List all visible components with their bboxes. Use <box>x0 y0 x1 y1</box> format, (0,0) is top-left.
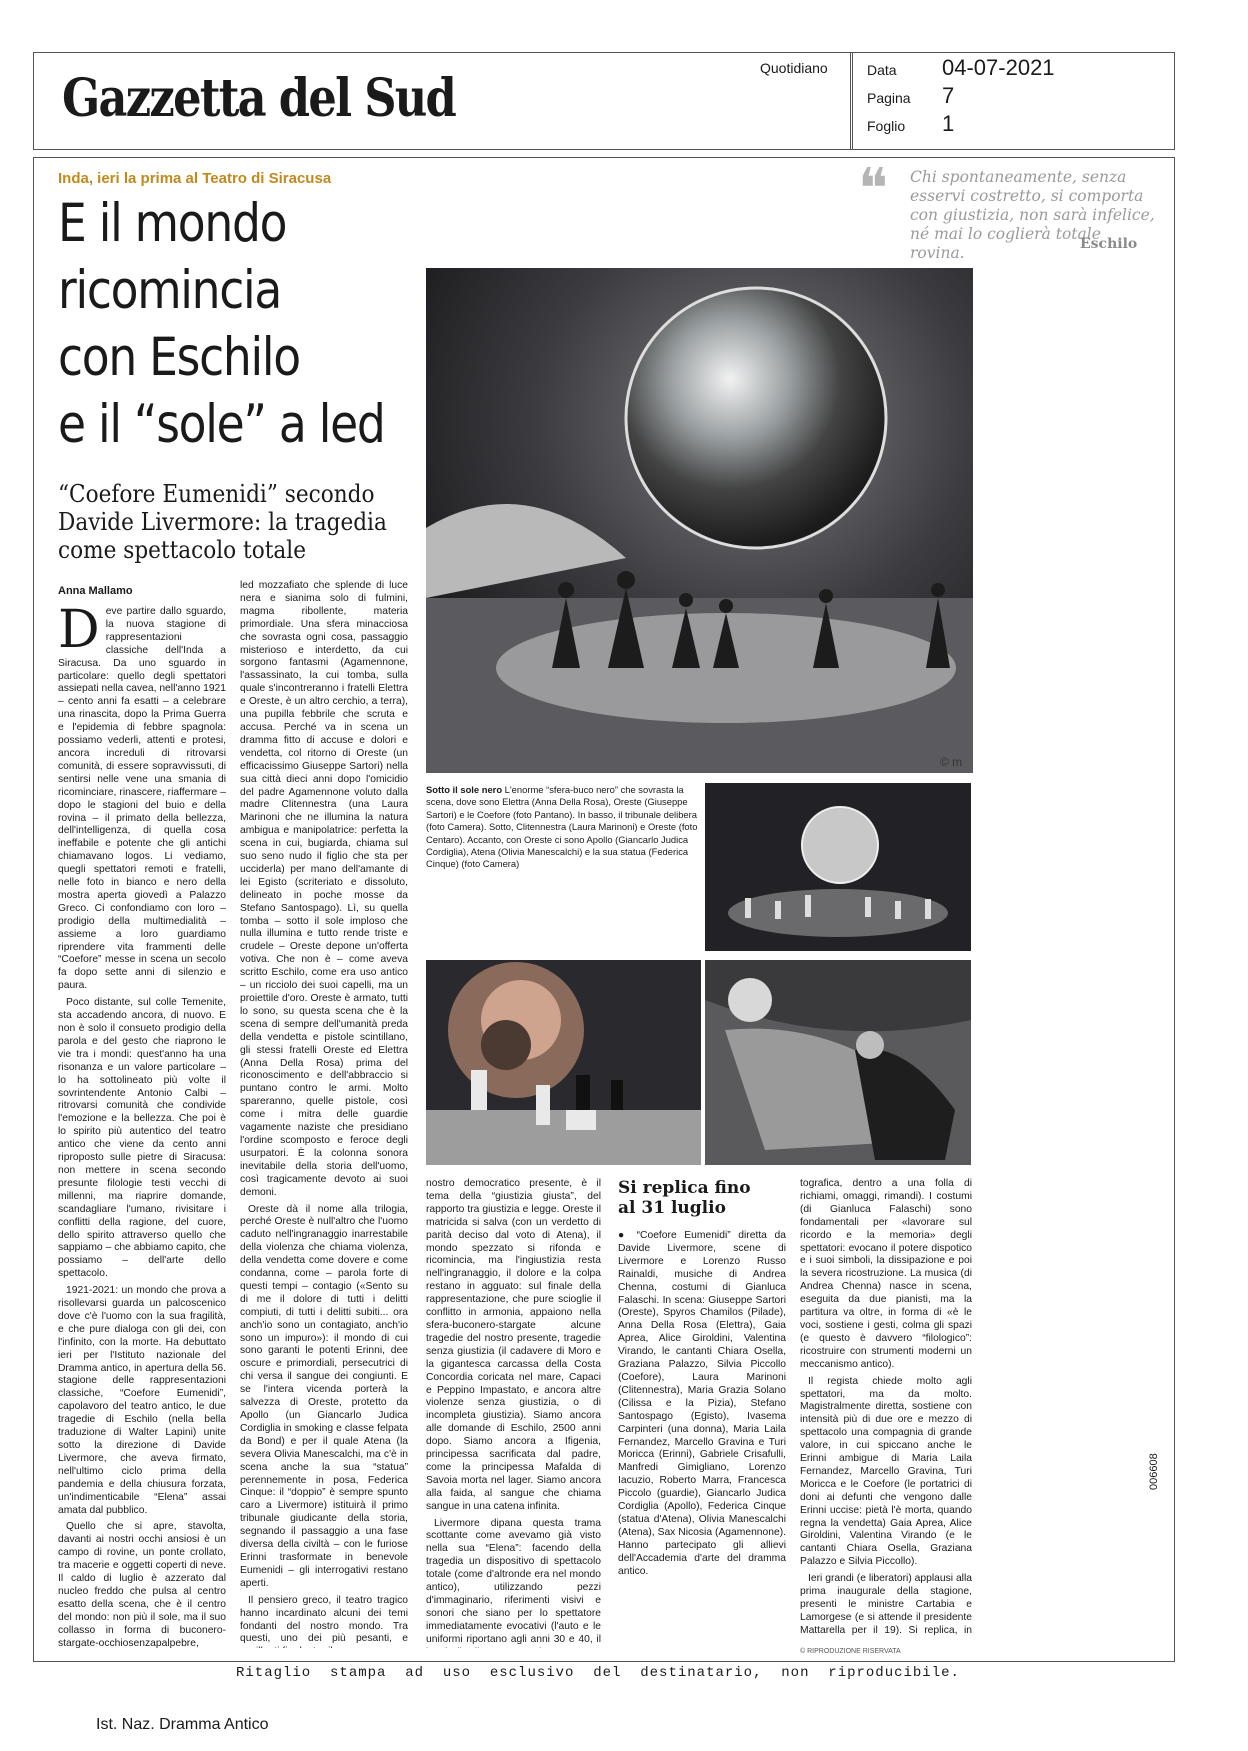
tribunal-photo <box>705 783 971 951</box>
publication-type: Quotidiano <box>760 60 828 76</box>
fire-sphere-image <box>426 960 701 1165</box>
paragraph: led mozzafiato che splende di luce nera e sianima solo di fulmini, magma ribollente, materia primordiale. Una sfera minacciosa che sovrasta ogni cosa, passaggio misterioso e interdetto, da cui sorgono fantasmi (Agamennone, l'assassinato, la cui tomba, sulla quale s'incontreranno i fratelli Elettra e Oreste, è un altro cerchio, a terra), una pupilla febbrile che scruta e accusa. Perché va in scena un dramma fitto di accuse e dolori e vendetta, col ritorno di Oreste (un efficacissimo Giuseppe Sartori) nella sua città dieci anni dopo l'omicidio del padre Agamennone voluto dalla madre Clitennestra (una Laura Marinoni che ne illumina la natura ambigua e manipolatrice: perfetta la scena in cui, bugiarda, chiama sul suo seno nudo il figlio che sta per ucciderla) per mano dell'amante di lei Egisto (scriteriato e dissoluto, delineato in poche mosse da Stefano Santospago). Lì, su quella tomba – sotto il sole imploso che nulla illumina e tutto rende triste e crudele – Oreste depone un'offerta votiva. Che non è – come aveva scritto Eschilo, come era uso antico – un ricciolo dei suoi capelli, ma un proiettile d'oro. Oreste è armato, tutti lo sono, su questa scena che è la scena di sempre dell'umanità preda della vendetta e pistole scintillano, gli stessi fratelli Oreste ed Elettra (Anna Della Rosa) prima del riconoscimento e dell'abbraccio si puntano contro le armi. Molto spareranno, quelle pistole, così come i mitra delle guardie vagamente naziste che presidiano l'ordine scomposto e feroce degli usurpatori. È la colonna sonora inevitabile della storia dell'uomo, così tragicamente devoto ai suoi demoni. <box>240 580 408 1198</box>
meta-label: Pagina <box>867 90 911 106</box>
article-column-3 <box>426 1178 601 1648</box>
paragraph: 1921-2021: un mondo che prova a risollevarsi guarda un palcoscenico dove c'è l'uomo con la sua fragilità, e che pure dialoga con gli dei, con l'infinito, con la morte. Ha debuttato ieri per l'Istituto nazionale del Dramma antico, in apertura della 56. stagione delle rappresentazioni classiche, “Coefore Eumenidi”, capolavoro del teatro antico, le due tragedie di Eschilo (nella bella traduzione di Walter Lapini) unite sotto la direzione di Davide Livermore, che aveva firmato, nell'ultimo ciclo prima della pandemia e della chiusura forzata, un'indimenticabile “Elena” assai amata dal pubblico. <box>58 1285 226 1516</box>
stage-black-sun-image <box>426 268 973 773</box>
article-column-5 <box>800 1178 972 1638</box>
quote-mark-icon: ❝ <box>858 157 889 222</box>
caption-text: L'enorme “sfera-buco nero” che sovrasta la scena, dove sono Elettra (Anna Della Rosa), Oreste (Giuseppe Sartori) e le Coefore (foto Pantano). In basso, il tribunale delibera (foto Camera). Sotto, Clitennestra (Laura Marinoni) e Oreste (foto Centaro). Accanto, con Oreste ci sono Apollo (Giancarlo Judica Cordiglia), Atena (Olivia Manescalchi) e la sua statua (Federica Cinque) (foto Camera) <box>426 784 698 870</box>
headline-line: e il “sole” a led <box>58 394 385 455</box>
meta-label: Data <box>867 62 897 78</box>
client-label: Ist. Naz. Dramma Antico <box>96 1716 269 1733</box>
article-column-4 <box>618 1230 786 1610</box>
paragraph: tografica, dentro a una folla di richiami, omaggi, rimandi). I costumi (di Gianluca Falaschi) sono fondamentali per «lavorare sul ricordo e la memoria» degli spettatori: evocano il potere dispotico e i suoi simboli, la dissipazione e poi la severa ricostruzione. La musica (di Andrea Chenna) nasce in scena, eseguita da due pianisti, ma la partitura va oltre, in forma di «è le voci, sostiene i gesti, colma gli spazi (e questo è davvero “filologico”: ricostruire con strumenti moderni un meccanismo antico). <box>800 1178 972 1370</box>
paragraph: nostro democratico presente, è il tema della “giustizia giusta”, del rapporto tra giustizia e legge. Oreste il matricida si salva (con un verdetto di parità deciso dal voto di Atena), il mondo spezzato si rifonda e ricomincia, ma l'ingiustizia resta nell'ingranaggio, il dolore e la colpa restano in agguato: sul finale della rappresentazione, che pure scioglie il conflitto in armonia, appaiono nella sfera-buconero-stargate alcune tragedie del nostro presente, tragedie senza giustizia (il cadavere di Moro e la gigantesca carcassa della Costa Concordia coricata nel mare, Capaci e Peppino Impastato, e ancora altre violenze senza giustizia, o di incompleta giustizia). Siamo ancora alle domande di Eschilo, 2500 anni dopo. Siamo ancora a Ifigenia, principessa sacrificata dal padre, come la principessa Mafalda di Savoia morta nel lager. Siamo ancora alla faida, al sangue che chiama sangue in una catena infinita. <box>426 1178 601 1512</box>
caption-lead: Sotto il sole nero <box>426 784 503 795</box>
box-title: Si replica fino al 31 luglio <box>618 1178 751 1218</box>
pull-quote: Chi spontaneamente, senza esservi costretto, si comporta con giustizia, non sarà infelice, né mai lo coglierà totale rovina. <box>910 168 1155 262</box>
meta-value: 1 <box>942 111 955 136</box>
byline: Anna Mallamo <box>58 585 133 597</box>
photo-caption <box>426 784 701 871</box>
paragraph: Livermore dipana questa trama scottante come avevamo già visto nella sua “Elena”: facendo della tragedia un dispositivo di spettacolo totale (come d'altronde era nel mondo antico), utilizzando pezzi d'immaginario, riferimenti visivi e sonori che siano per lo spettatore immediatamente evocativi (l'auto e le uniformi riportano agli anni 30 e 40, il <box>426 1517 601 1645</box>
clitennestra-photo <box>426 960 701 1165</box>
meta-row-page <box>867 83 954 109</box>
clipping-note: Ritaglio stampa ad uso esclusivo del destinatario, non riproducibile. <box>236 1665 960 1681</box>
figures-image <box>705 960 971 1165</box>
newspaper-logo: Gazzetta del Sud <box>62 68 456 129</box>
kicker: Inda, ieri la prima al Teatro di Siracusa <box>58 170 332 187</box>
meta-row-sheet <box>867 111 954 137</box>
article-column-1 <box>58 606 226 1648</box>
meta-label: Foglio <box>867 118 906 134</box>
paragraph: Il pensiero greco, il teatro tragico hanno incardinato alcuni dei temi fondanti del nostro mondo. Tra questi, uno dei più pesanti, e <box>240 1594 408 1645</box>
copyright: © RIPRODUZIONE RISERVATA <box>800 1648 901 1655</box>
subheadline: “Coefore Eumenidi” secondo Davide Livermore: la tragedia come spettacolo totale <box>58 480 387 564</box>
paragraph: Oreste dà il nome alla trilogia, perché Oreste è null'altro che l'uomo caduto nell'ingranaggio inarrestabile della violenza che chiama violenza, della vendetta come dovere e come condanna, come – parola forte di questi tempi – contagio («Sento su di me il dolore di tutti i delitti compiuti, di tutti i delitti subiti... ora anch'io sono un contagiato, anch'io sono un impuro»): il mondo di cui sono garanti le potenti Erinni, dee oscure e primordiali, persecutrici di chi versa il sangue dei congiunti. E se l'intera vicenda porterà la salvezza di Oreste, protetto da Apollo (un Giancarlo Judica Cordiglia in smoking e classe felpata da Bond) e per il quale Atena (la severa Olivia Manescalchi, ma c'è in scena anche la sua “statua” perennemente in posa, Federica Cinque: il “doppio” è sempre spunto caro a Livermore) istituirà il primo tribunale giudicante della storia, segnando il passaggio a una fase diversa della civiltà – con le furiose Erinni trasformate in benevole Eumenidi – gli interrogativi restano aperti. <box>240 1203 408 1589</box>
main-stage-photo <box>426 268 973 773</box>
headline-line: E il mondo <box>58 193 287 254</box>
apollo-atena-photo <box>705 960 971 1165</box>
photo-credit: © m <box>940 755 963 769</box>
paragraph: Il regista chiede molto agli spettatori, ma da molto. Magistralmente diretta, sostiene con intensità più di due ore e mezzo di spettacolo una compagnia di grande valore, in cui spiccano anche le Erinni ambigue di Maria Laila Fernandez, Marcello Gravina, Turi Moricca e le Coefore (le portatrici di doni ai defunti che vengono dalle Erinni uccise: pietà l'è morta, quando regna la vendetta) Gaia Aprea, Alice Giroldini, Valentina Virando (e le cantanti Chiara Osella, Graziana Palazzo e Silvia Piccollo). <box>800 1375 972 1568</box>
dropcap: D <box>58 606 100 660</box>
meta-value: 7 <box>942 83 955 108</box>
meta-value: 04-07-2021 <box>942 55 1055 80</box>
paragraph: ● “Coefore Eumenidi” diretta da Davide Livermore, scene di Livermore e Lorenzo Russo Rainaldi, musiche di Andrea Chenna, costumi di Gianluca Falaschi. In scena: Giuseppe Sartori (Oreste), Spyros Chamilos (Pilade), Anna Della Rosa (Elettra), Gaia Aprea, Alice Giroldini, Valentina Virando, le cantanti Chiara Osella, Graziana Palazzo, Silvia Piccollo (Coefore), Laura Marinoni (Clitennestra), Maria Grazia Solano (Cilissa e la Pizia), Stefano Santospago (Egisto), Ivasema Carpinteri (una donna), Maria Laila Fernandez, Marcello Gravina e Turi Moricca (Erinni), Gabriele Crisafulli, Manfredi Gimigliano, Lorenzo Iacuzio, Roberto Marra, Francesca Piccolo (guardie), Giancarlo Judica Cordiglia (Apollo), Federica Cinque (statua d'Atena), Olivia Manescalchi (Atena), Sax Nicosia (Agamennone). Hanno partecipato gli allievi dell'Accademia d'arte del dramma antico. <box>618 1230 786 1577</box>
pull-quote-author: Eschilo <box>1080 236 1138 252</box>
clipping-code: 006608 <box>1148 1453 1160 1490</box>
headline-line: con Eschilo <box>58 327 300 388</box>
meta-row-date <box>867 55 1055 81</box>
article-column-2 <box>240 580 408 1648</box>
meta-box <box>850 52 1175 150</box>
paragraph: Ieri grandi (e liberatori) applausi alla prima inaugurale della stagione, presenti le ministre Cartabia e Lamorgese (e si attende il presidente Mattarella per il 19). Si replica, in <box>800 1573 972 1636</box>
tribunal-image <box>705 783 971 951</box>
paragraph: Poco distante, sul colle Temenite, sta accadendo ancora, di nuovo. E non è solo il consueto prodigio della parola e del gesto che riaprono le vie tra i mondi: quest'anno ha una risonanza e un valore particolare – lo ha sottolineato più volte il sovrintendente Antonio Calbi – ritrovarsi comunità che condivide l'emozione e la bellezza. Che poi è lo spirito più autentico del teatro antico che viene da cento anni riproposto sulle pietre di Siracusa: non mettere in scena secondo presunte filologie testi vecchi di millenni, ma riaprire domande, scandagliare l'umano, rivisitare i conflitti della ragione, del cuore, dello spirito attraverso quello che sappiamo – che abbiamo capito, che possiamo – dell'arte dello spettacolo. <box>58 997 226 1280</box>
paragraph: Quello che si apre, stavolta, davanti ai nostri occhi ansiosi è un campo di rovine, un ponte crollato, tra macerie e oggetti coperti di neve. Il caldo di luglio è azzerato dal nucleo freddo che pulsa al centro esatto della scena, che è il centro del mondo: non più il sole, ma il suo collasso in forma di buconero-stargate-occhiosenzapalpebre, <box>58 1521 226 1648</box>
paragraph: eve partire dallo sguardo, la nuova stagione di rappresentazioni classiche dell'Inda a Siracusa. Da uno sguardo in particolare: quello degli spettatori assiepati nella cavea, nell'anno 1921 – cento anni fa esatti – a celebrare una rinascita, dopo la Prima Guerra e l'epidemia di febbre spagnola: possiamo vederli, attenti e protesi, ancora increduli di ritrovarsi comunità, di essere sopravvissuti, di sentirsi nelle vene una smania di ricominciare, rinascere, riaffermare – dopo le stagioni del buio e della rovina – il primato della bellezza, dell'intelligenza, di quella cosa ineffabile e potente che gli antichi chiamavano logos. Li vediamo, quegli spettatori remoti e fratelli, nelle foto in bianco e nero della mostra aperta giovedì a Palazzo Greco. Ci confondiamo con loro – prodigio della multimedialità – assieme a loro guardiamo riprendere vita frammenti delle “Coefore” messe in scena un secolo fa dopo sette anni di silenzio e paura. <box>58 606 226 992</box>
headline <box>58 190 419 458</box>
headline-line: ricomincia <box>58 260 282 321</box>
